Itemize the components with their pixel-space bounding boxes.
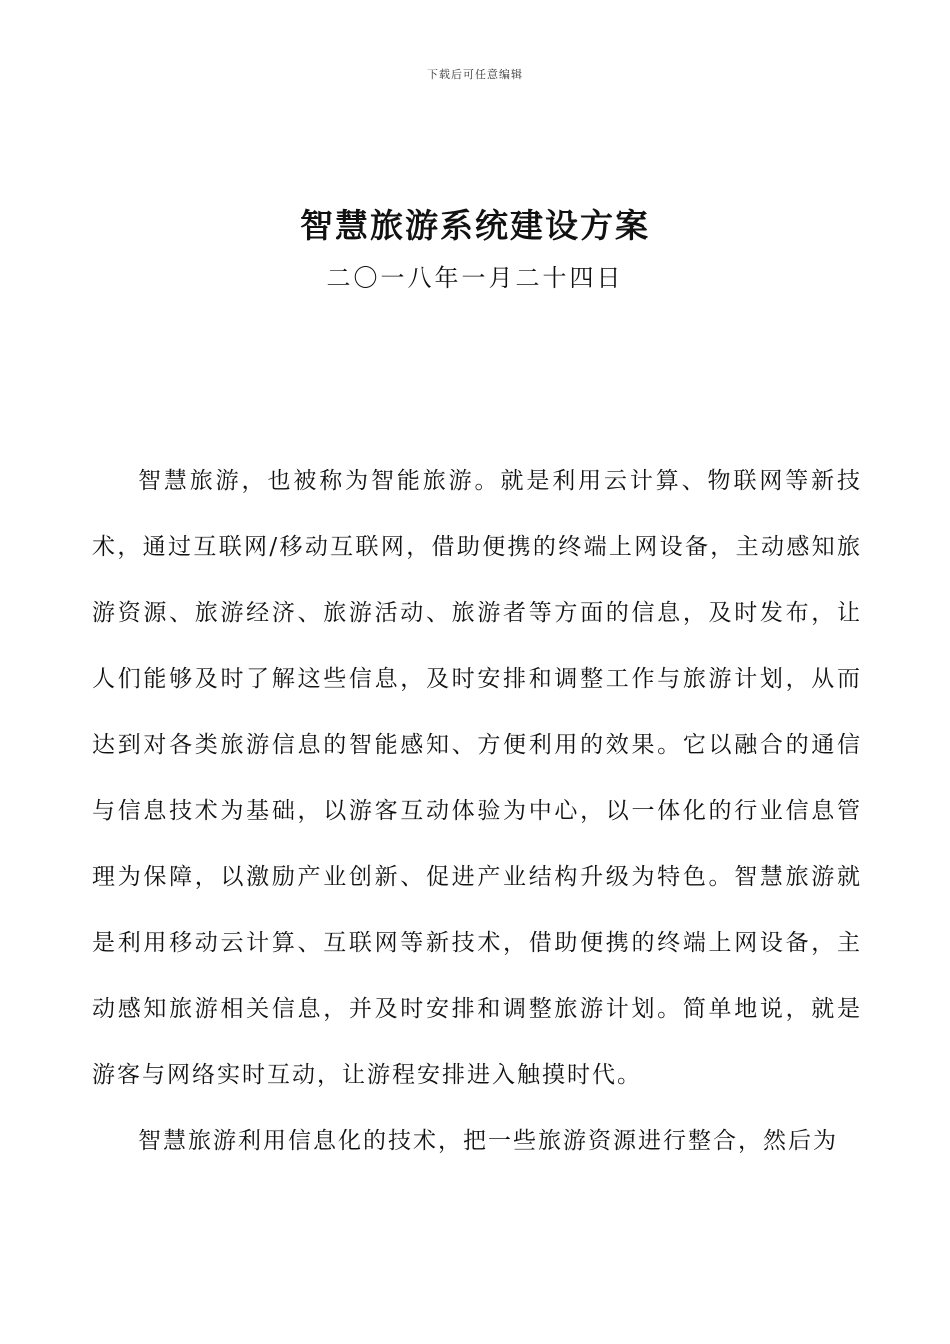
document-body	[92, 448, 862, 1174]
document-date: 二〇一八年一月二十四日	[326, 264, 624, 292]
paragraph: 智慧旅游利用信息化的技术，把一些旅游资源进行整合，然后为	[138, 1128, 838, 1154]
document-title: 智慧旅游系统建设方案	[300, 206, 650, 245]
paragraph: 智慧旅游，也被称为智能旅游。就是利用云计算、物联网等新技术，通过互联网/移动互联网，借助便携的终端上网设备，主动感知旅游资源、旅游经济、旅游活动、旅游者等方面的信息，及时发布，让人们能够及时了解这些信息，及时安排和调整工作与旅游计划，从而达到对各类旅游信息的智能感知、方便利用的效果。它以融合的通信与信息技术为基础，以游客互动体验为中心，以一体化的行业信息管理为保障，以激励产业创新、促进产业结构升级为特色。智慧旅游就是利用移动云计算、互联网等新技术，借助便携的终端上网设备，主动感知旅游相关信息，并及时安排和调整旅游计划。简单地说，就是游客与网络实时互动，让游程安排进入触摸时代。	[92, 468, 862, 1088]
header-note: 下载后可任意编辑	[427, 68, 523, 81]
